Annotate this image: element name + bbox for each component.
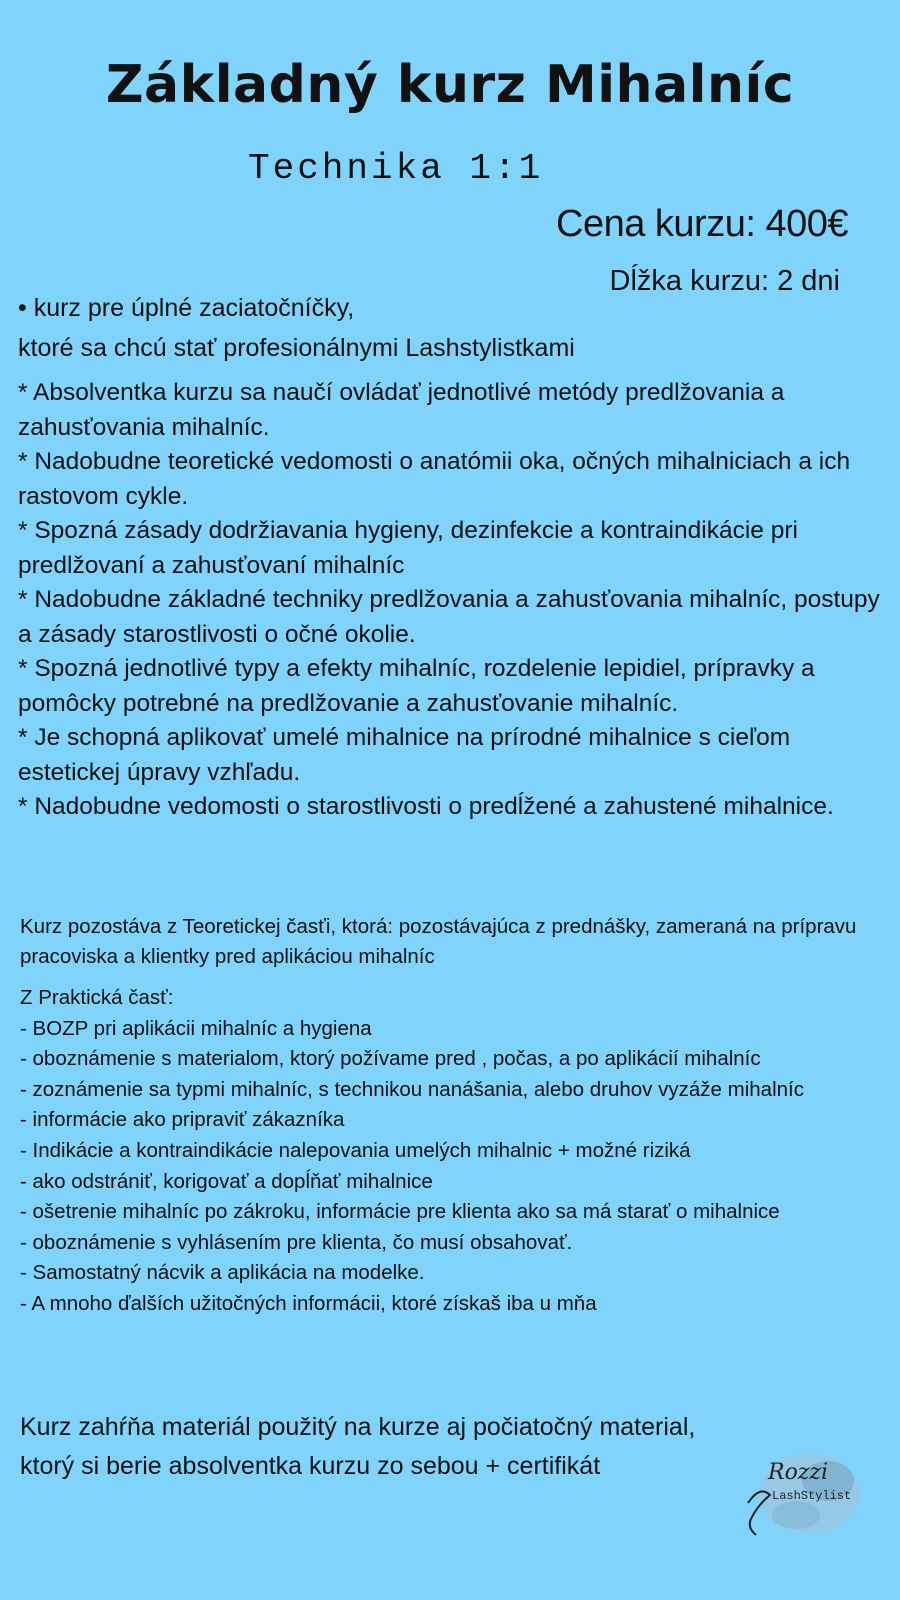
practical-heading: Z Praktická časť: [20, 986, 174, 1009]
intro-text [18, 288, 878, 368]
logo-tagline: LashStylist [772, 1489, 852, 1503]
closing-line-2: ktorý si berie absolventka kurzu zo sebou + certifikát [20, 1452, 601, 1480]
course-price: Cena kurzu: 400€ [556, 203, 848, 245]
outcome-item: * Spozná zásady dodržiavania hygieny, dezinfekcie a kontraindikácie pri predlžovaní a zahusťovaní mihalníc [18, 517, 798, 579]
outcomes-list [18, 376, 888, 825]
practical-item: - oboznámenie s vyhlásením pre klienta, čo musí obsahovať. [20, 1230, 573, 1254]
intro-line-2: ktoré sa chcú stať profesionálnymi Lashstylistkami [18, 334, 575, 362]
page-title: Základný kurz Mihalníc [105, 55, 795, 115]
intro-line-1: • kurz pre úplné zaciatočníčky, [18, 294, 355, 322]
outcome-item: * Nadobudne teoretické vedomosti o anatómii oka, očných mihalniciach a ich rastovom cykle. [18, 448, 851, 510]
technique-subtitle: Technika 1:1 [248, 148, 544, 189]
outcome-item: * Spozná jednotlivé typy a efekty mihalníc, rozdelenie lepidiel, prípravky a pomôcky potrebné na predlžovanie a zahusťovanie mihalníc. [18, 655, 815, 717]
practical-item: - zoznámenie sa typmi mihalníc, s technikou nanášania, alebo druhov vyzáže mihalníc [20, 1077, 804, 1101]
practical-item: - oboznámenie s materialom, ktorý požívame pred , počas, a po aplikácií mihalníc [20, 1047, 761, 1071]
outcome-item: * Absolventka kurzu sa naučí ovládať jednotlivé metódy predlžovania a zahusťovania mihalníc. [18, 379, 785, 441]
practical-item: - Samostatný nácvik a aplikácia na modelke. [20, 1261, 425, 1285]
brand-logo [738, 1443, 868, 1553]
practical-item: - ako odstrániť, korigovať a dopĺňať mihalnice [20, 1169, 433, 1193]
practical-list [20, 983, 880, 1320]
logo-petal-shape [772, 1501, 820, 1529]
practical-item: - Indikácie a kontraindikácie nalepovania umelých mihalnic + možné riziká [20, 1138, 691, 1162]
course-duration: Dĺžka kurzu: 2 dni [609, 265, 840, 297]
logo-swirl-icon [748, 1491, 770, 1535]
practical-item: - informácie ako pripraviť zákazníka [20, 1108, 345, 1132]
outcome-item: * Nadobudne vedomosti o starostlivosti o predĺžené a zahustené mihalnice. [18, 793, 834, 820]
closing-line-1: Kurz zahŕňa materiál použitý na kurze aj počiatočný material, [20, 1413, 696, 1441]
outcome-item: * Nadobudne základné techniky predlžovania a zahusťovania mihalníc, postupy a zásady starostlivosti o očné okolie. [18, 586, 880, 648]
outcome-item: * Je schopná aplikovať umelé mihalnice na prírodné mihalnice s cieľom estetickej úpravy vzhľadu. [18, 724, 791, 786]
course-description: Kurz pozostáva z Teoretickej časťi, ktorá: pozostávajúca z prednášky, zameraná na prípravu pracoviska a klientky pred aplikáciou mihalníc [20, 915, 857, 968]
practical-item: - A mnoho ďalších užitočných informácii, ktoré získaš iba u mňa [20, 1291, 597, 1315]
practical-item: - BOZP pri aplikácii mihalníc a hygiena [20, 1016, 372, 1040]
practical-item: - ošetrenie mihalníc po zákroku, informácie pre klienta ako sa má starať o mihalnice [20, 1200, 780, 1224]
logo-name: Rozzi [768, 1460, 829, 1485]
